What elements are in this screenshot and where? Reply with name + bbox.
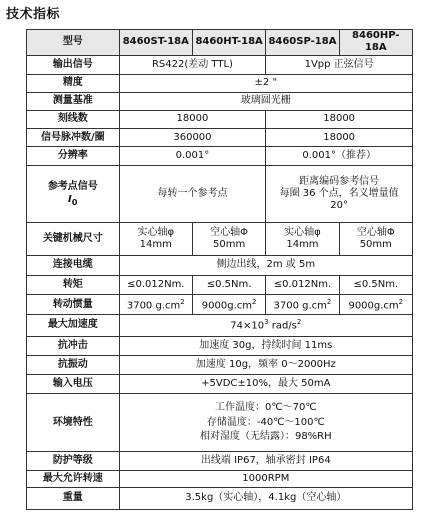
inertia-sp-value: 3700 g.cm bbox=[273, 299, 327, 311]
row-vibration bbox=[27, 355, 413, 374]
inertia-st bbox=[119, 295, 192, 315]
reference-sub-index: 0 bbox=[71, 196, 78, 207]
cable-label: 连接电缆 bbox=[27, 256, 120, 276]
inertia-sp bbox=[266, 295, 339, 315]
voltage-value: +5VDC±10%，最大 50mA bbox=[119, 374, 412, 393]
resolution-sp-hp: 0.001°（推荐） bbox=[266, 147, 413, 166]
output-label: 输出信号 bbox=[27, 55, 120, 74]
reference-label-sub bbox=[29, 194, 117, 207]
torque-label: 转矩 bbox=[27, 276, 120, 295]
torque-st: ≤0.012Nm. bbox=[119, 276, 192, 295]
lines-label: 刻线数 bbox=[27, 110, 120, 128]
reference-sp-hp bbox=[266, 166, 413, 222]
pulses-sp-hp: 18000 bbox=[266, 129, 413, 147]
inertia-st-value: 3700 g.cm bbox=[126, 299, 181, 311]
shaft-label: 关键机械尺寸 bbox=[27, 222, 120, 255]
cable-value: 侧边出线，2m 或 5m bbox=[119, 256, 412, 276]
voltage-label: 输入电压 bbox=[27, 374, 120, 393]
row-speed bbox=[27, 470, 413, 487]
output-st-ht: RS422(差动 TTL) bbox=[119, 55, 266, 74]
row-pulses bbox=[27, 129, 413, 147]
inertia-ht bbox=[192, 295, 265, 315]
row-protection bbox=[27, 452, 413, 470]
row-shock bbox=[27, 336, 413, 355]
shaft-sp bbox=[266, 222, 339, 255]
weight-value: 3.5kg（实心轴），4.1kg（空心轴） bbox=[119, 487, 412, 509]
reference-st-ht: 每转一个参考点 bbox=[119, 166, 266, 222]
shaft-hp-type: 空心轴Φ bbox=[356, 226, 395, 238]
reference-sub-letter: I bbox=[68, 193, 72, 205]
pulses-st-ht: 360000 bbox=[119, 129, 266, 147]
header-model-st: 8460ST-18A bbox=[119, 30, 192, 56]
row-environment bbox=[27, 394, 413, 452]
accel-unit: rad/s bbox=[268, 320, 297, 332]
accel-value bbox=[119, 315, 412, 336]
measure-label: 测量基准 bbox=[27, 92, 120, 110]
header-model-ht: 8460HT-18A bbox=[192, 30, 265, 56]
shaft-sp-size: 14mm bbox=[286, 238, 319, 250]
environment-line3: 相对湿度（无结露）：98%RH bbox=[199, 430, 332, 442]
row-torque bbox=[27, 276, 413, 295]
shaft-hp bbox=[339, 222, 412, 255]
inertia-label: 转动惯量 bbox=[27, 295, 120, 315]
pulses-label: 信号脉冲数/圈 bbox=[27, 129, 120, 147]
header-model-sp: 8460SP-18A bbox=[266, 30, 339, 56]
vibration-value: 加速度 10g，频率 0～2000Hz bbox=[119, 355, 412, 374]
accel-label: 最大加速度 bbox=[27, 315, 120, 336]
header-model-hp: 8460HP-18A bbox=[339, 30, 412, 56]
shaft-st-type: 实心轴φ bbox=[137, 226, 175, 238]
header-row bbox=[27, 30, 413, 56]
accel-base: 74×10 bbox=[230, 320, 265, 332]
shock-value: 加速度 30g，持续时间 11ms bbox=[119, 336, 412, 355]
header-model-label: 型号 bbox=[27, 30, 120, 56]
shaft-st-size: 14mm bbox=[139, 238, 172, 250]
row-lines bbox=[27, 110, 413, 128]
shaft-ht-size: 50mm bbox=[213, 238, 246, 250]
reference-label-text: 参考点信号 bbox=[47, 181, 98, 193]
page-title: 技术指标 bbox=[6, 7, 61, 22]
protection-label: 防护等级 bbox=[27, 452, 120, 470]
weight-label: 重量 bbox=[27, 487, 120, 509]
inertia-hp-exp: 2 bbox=[398, 297, 404, 306]
shaft-hp-size: 50mm bbox=[359, 238, 392, 250]
row-accuracy bbox=[27, 74, 413, 92]
row-reference bbox=[27, 166, 413, 222]
resolution-label: 分辨率 bbox=[27, 147, 120, 166]
torque-ht: ≤0.5Nm. bbox=[192, 276, 265, 295]
row-accel bbox=[27, 315, 413, 336]
torque-hp: ≤0.5Nm. bbox=[339, 276, 412, 295]
shaft-ht-type: 空心轴Φ bbox=[210, 226, 249, 238]
resolution-st-ht: 0.001° bbox=[119, 147, 266, 166]
torque-sp: ≤0.012Nm. bbox=[266, 276, 339, 295]
accel-exp2: 2 bbox=[296, 318, 302, 327]
shaft-sp-type: 实心轴φ bbox=[284, 226, 321, 238]
inertia-st-exp: 2 bbox=[180, 297, 185, 306]
reference-sp-hp-line1: 距离编码参考信号 bbox=[299, 175, 380, 187]
shaft-st bbox=[119, 222, 192, 255]
output-sp-hp: 1Vpp 正弦信号 bbox=[266, 55, 413, 74]
accuracy-value: ±2 " bbox=[119, 74, 412, 92]
inertia-hp-value: 9000g.cm bbox=[348, 299, 399, 311]
accel-exp1: 3 bbox=[264, 318, 269, 327]
row-shaft bbox=[27, 222, 413, 255]
protection-value: 出线端 IP67，轴承密封 IP64 bbox=[119, 452, 412, 470]
spec-table bbox=[26, 29, 413, 510]
inertia-ht-value: 9000g.cm bbox=[201, 299, 252, 311]
speed-value: 1000RPM bbox=[119, 470, 412, 487]
reference-sp-hp-line2: 每圈 36 个点，名义增量值 bbox=[279, 187, 399, 199]
measure-value: 玻璃圆光栅 bbox=[119, 92, 412, 110]
lines-sp-hp: 18000 bbox=[266, 110, 413, 128]
environment-line2: 存储温度：-40℃～100℃ bbox=[206, 416, 325, 428]
row-cable bbox=[27, 256, 413, 276]
lines-st-ht: 18000 bbox=[119, 110, 266, 128]
inertia-sp-exp: 2 bbox=[326, 297, 332, 306]
environment-line1: 工作温度：0℃～70℃ bbox=[215, 402, 317, 414]
row-voltage bbox=[27, 374, 413, 393]
shock-label: 抗冲击 bbox=[27, 336, 120, 355]
reference-sp-hp-line3: 20° bbox=[330, 200, 348, 212]
row-resolution bbox=[27, 147, 413, 166]
row-measure bbox=[27, 92, 413, 110]
environment-value bbox=[119, 394, 412, 452]
shaft-ht bbox=[192, 222, 265, 255]
environment-label: 环境特性 bbox=[27, 394, 120, 452]
inertia-ht-exp: 2 bbox=[251, 297, 257, 306]
row-inertia bbox=[27, 295, 413, 315]
speed-label: 最大允许转速 bbox=[27, 470, 120, 487]
row-weight bbox=[27, 487, 413, 509]
row-output bbox=[27, 55, 413, 74]
reference-label bbox=[27, 166, 120, 222]
accuracy-label: 精度 bbox=[27, 74, 120, 92]
inertia-hp bbox=[339, 295, 412, 315]
vibration-label: 抗振动 bbox=[27, 355, 120, 374]
